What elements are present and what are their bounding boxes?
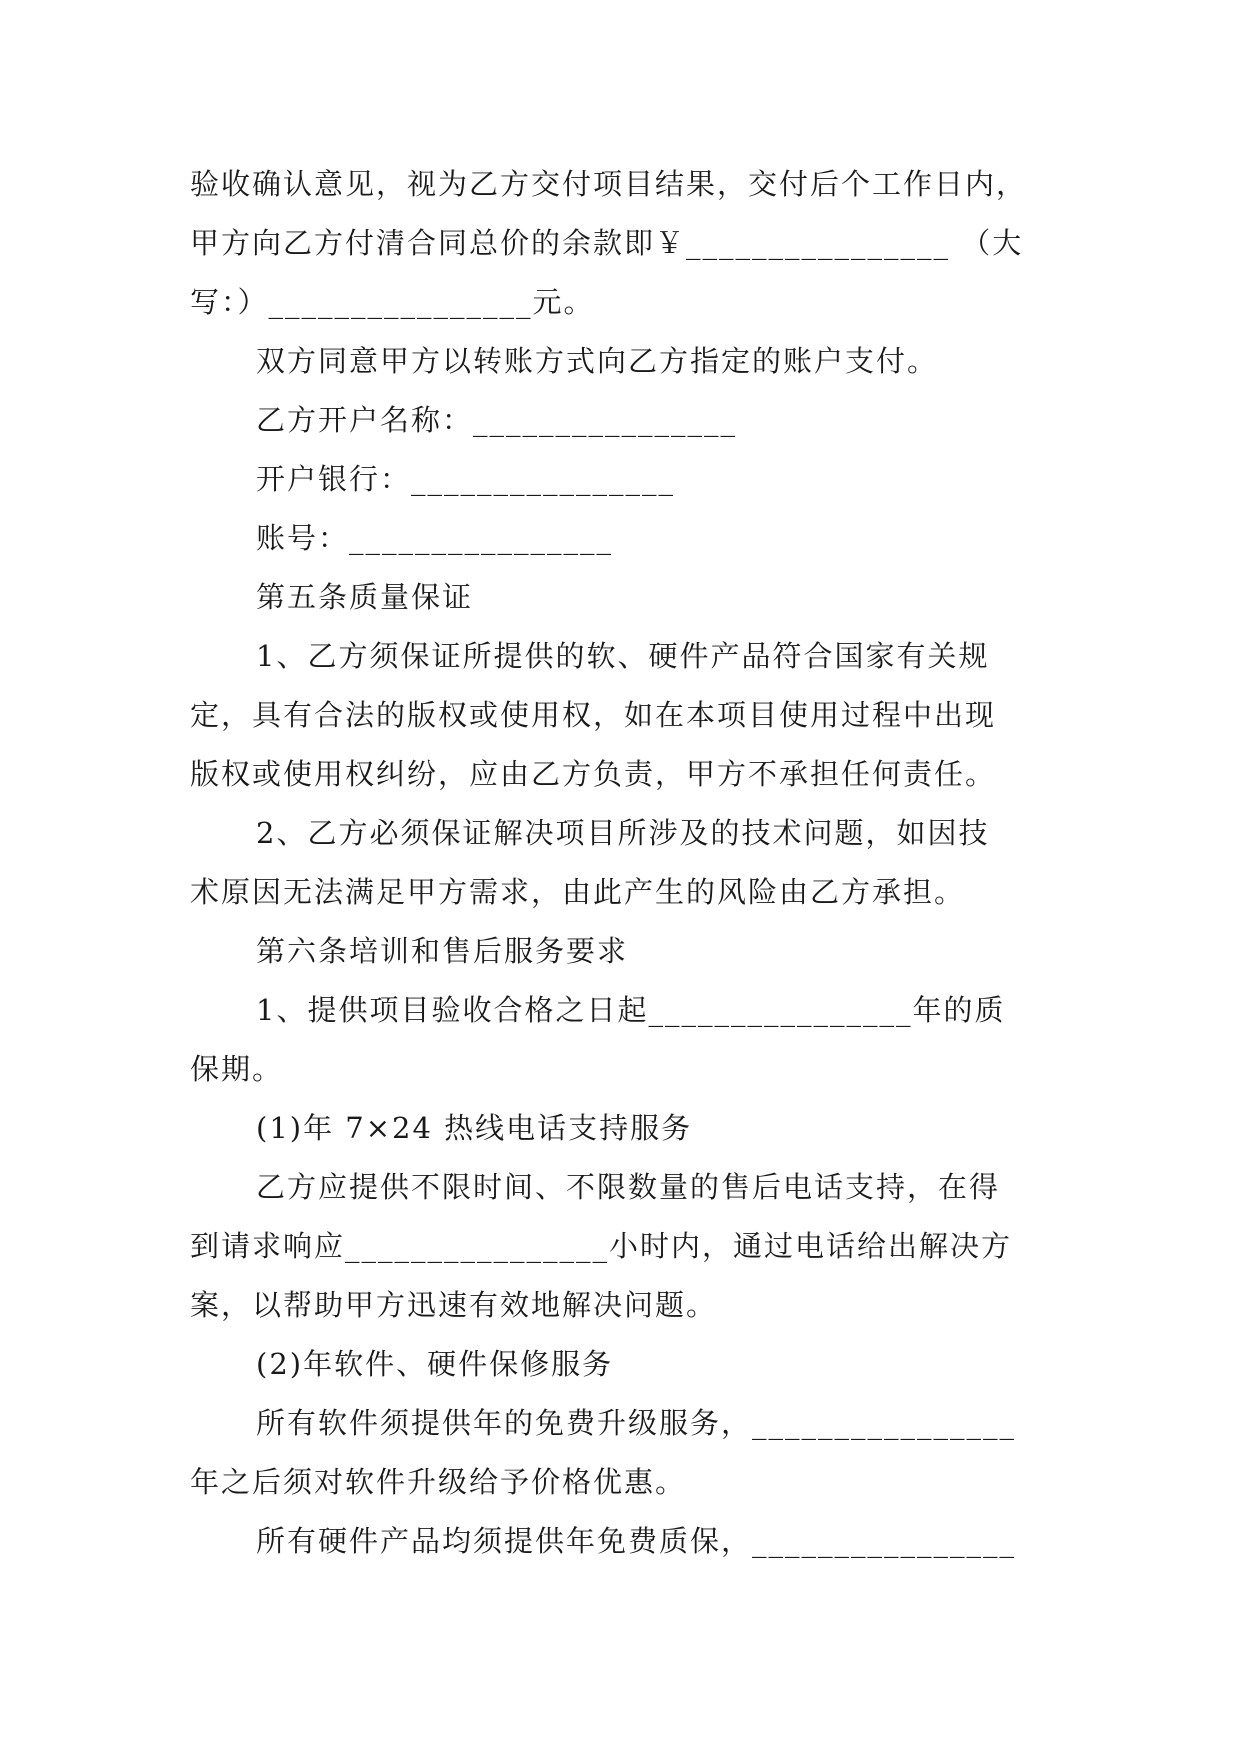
text-line: 乙方开户名称：________________	[256, 403, 738, 437]
text-line: 案，以帮助甲方迅速有效地解决问题。	[190, 1288, 718, 1322]
text-line: 写：）________________元。	[190, 285, 595, 319]
text-line: 账号：________________	[256, 521, 614, 555]
text-line: 乙方应提供不限时间、不限数量的售后电话支持，在得	[256, 1170, 1001, 1204]
text-line: 验收确认意见，视为乙方交付项目结果，交付后个工作日内，	[190, 167, 1028, 201]
text-line: 双方同意甲方以转账方式向乙方指定的账户支付。	[256, 344, 939, 378]
text-line: 所有硬件产品均须提供年免费质保，________________	[256, 1524, 1017, 1558]
document-body	[190, 155, 1060, 1571]
text-line: 保期。	[190, 1052, 284, 1086]
text-line: 开户银行：________________	[256, 462, 676, 496]
text-line: 定，具有合法的版权或使用权，如在本项目使用过程中出现	[190, 698, 997, 732]
text-line: (2)年软件、硬件保修服务	[256, 1347, 614, 1381]
text-line: 术原因无法满足甲方需求，由此产生的风险由乙方承担。	[190, 875, 966, 909]
text-line: 版权或使用权纠纷，应由乙方负责，甲方不承担任何责任。	[190, 757, 997, 791]
text-line: 1、乙方须保证所提供的软、硬件产品符合国家有关规	[256, 639, 990, 673]
text-line: 第五条质量保证	[256, 580, 474, 614]
text-line: 2、乙方必须保证解决项目所涉及的技术问题，如因技	[256, 816, 990, 850]
text-line: 到请求响应________________小时内，通过电话给出解决方	[190, 1229, 1013, 1263]
text-line: 所有软件须提供年的免费升级服务，________________	[256, 1406, 1017, 1440]
text-line: 第六条培训和售后服务要求	[256, 934, 629, 968]
text-line: 年之后须对软件升级给予价格优惠。	[190, 1465, 687, 1499]
text-line: 甲方向乙方付清合同总价的余款即￥________________ （大	[190, 226, 1024, 260]
text-line: 1、提供项目验收合格之日起________________年的质	[256, 993, 1006, 1027]
text-line: (1)年 7×24 热线电话支持服务	[256, 1111, 693, 1145]
